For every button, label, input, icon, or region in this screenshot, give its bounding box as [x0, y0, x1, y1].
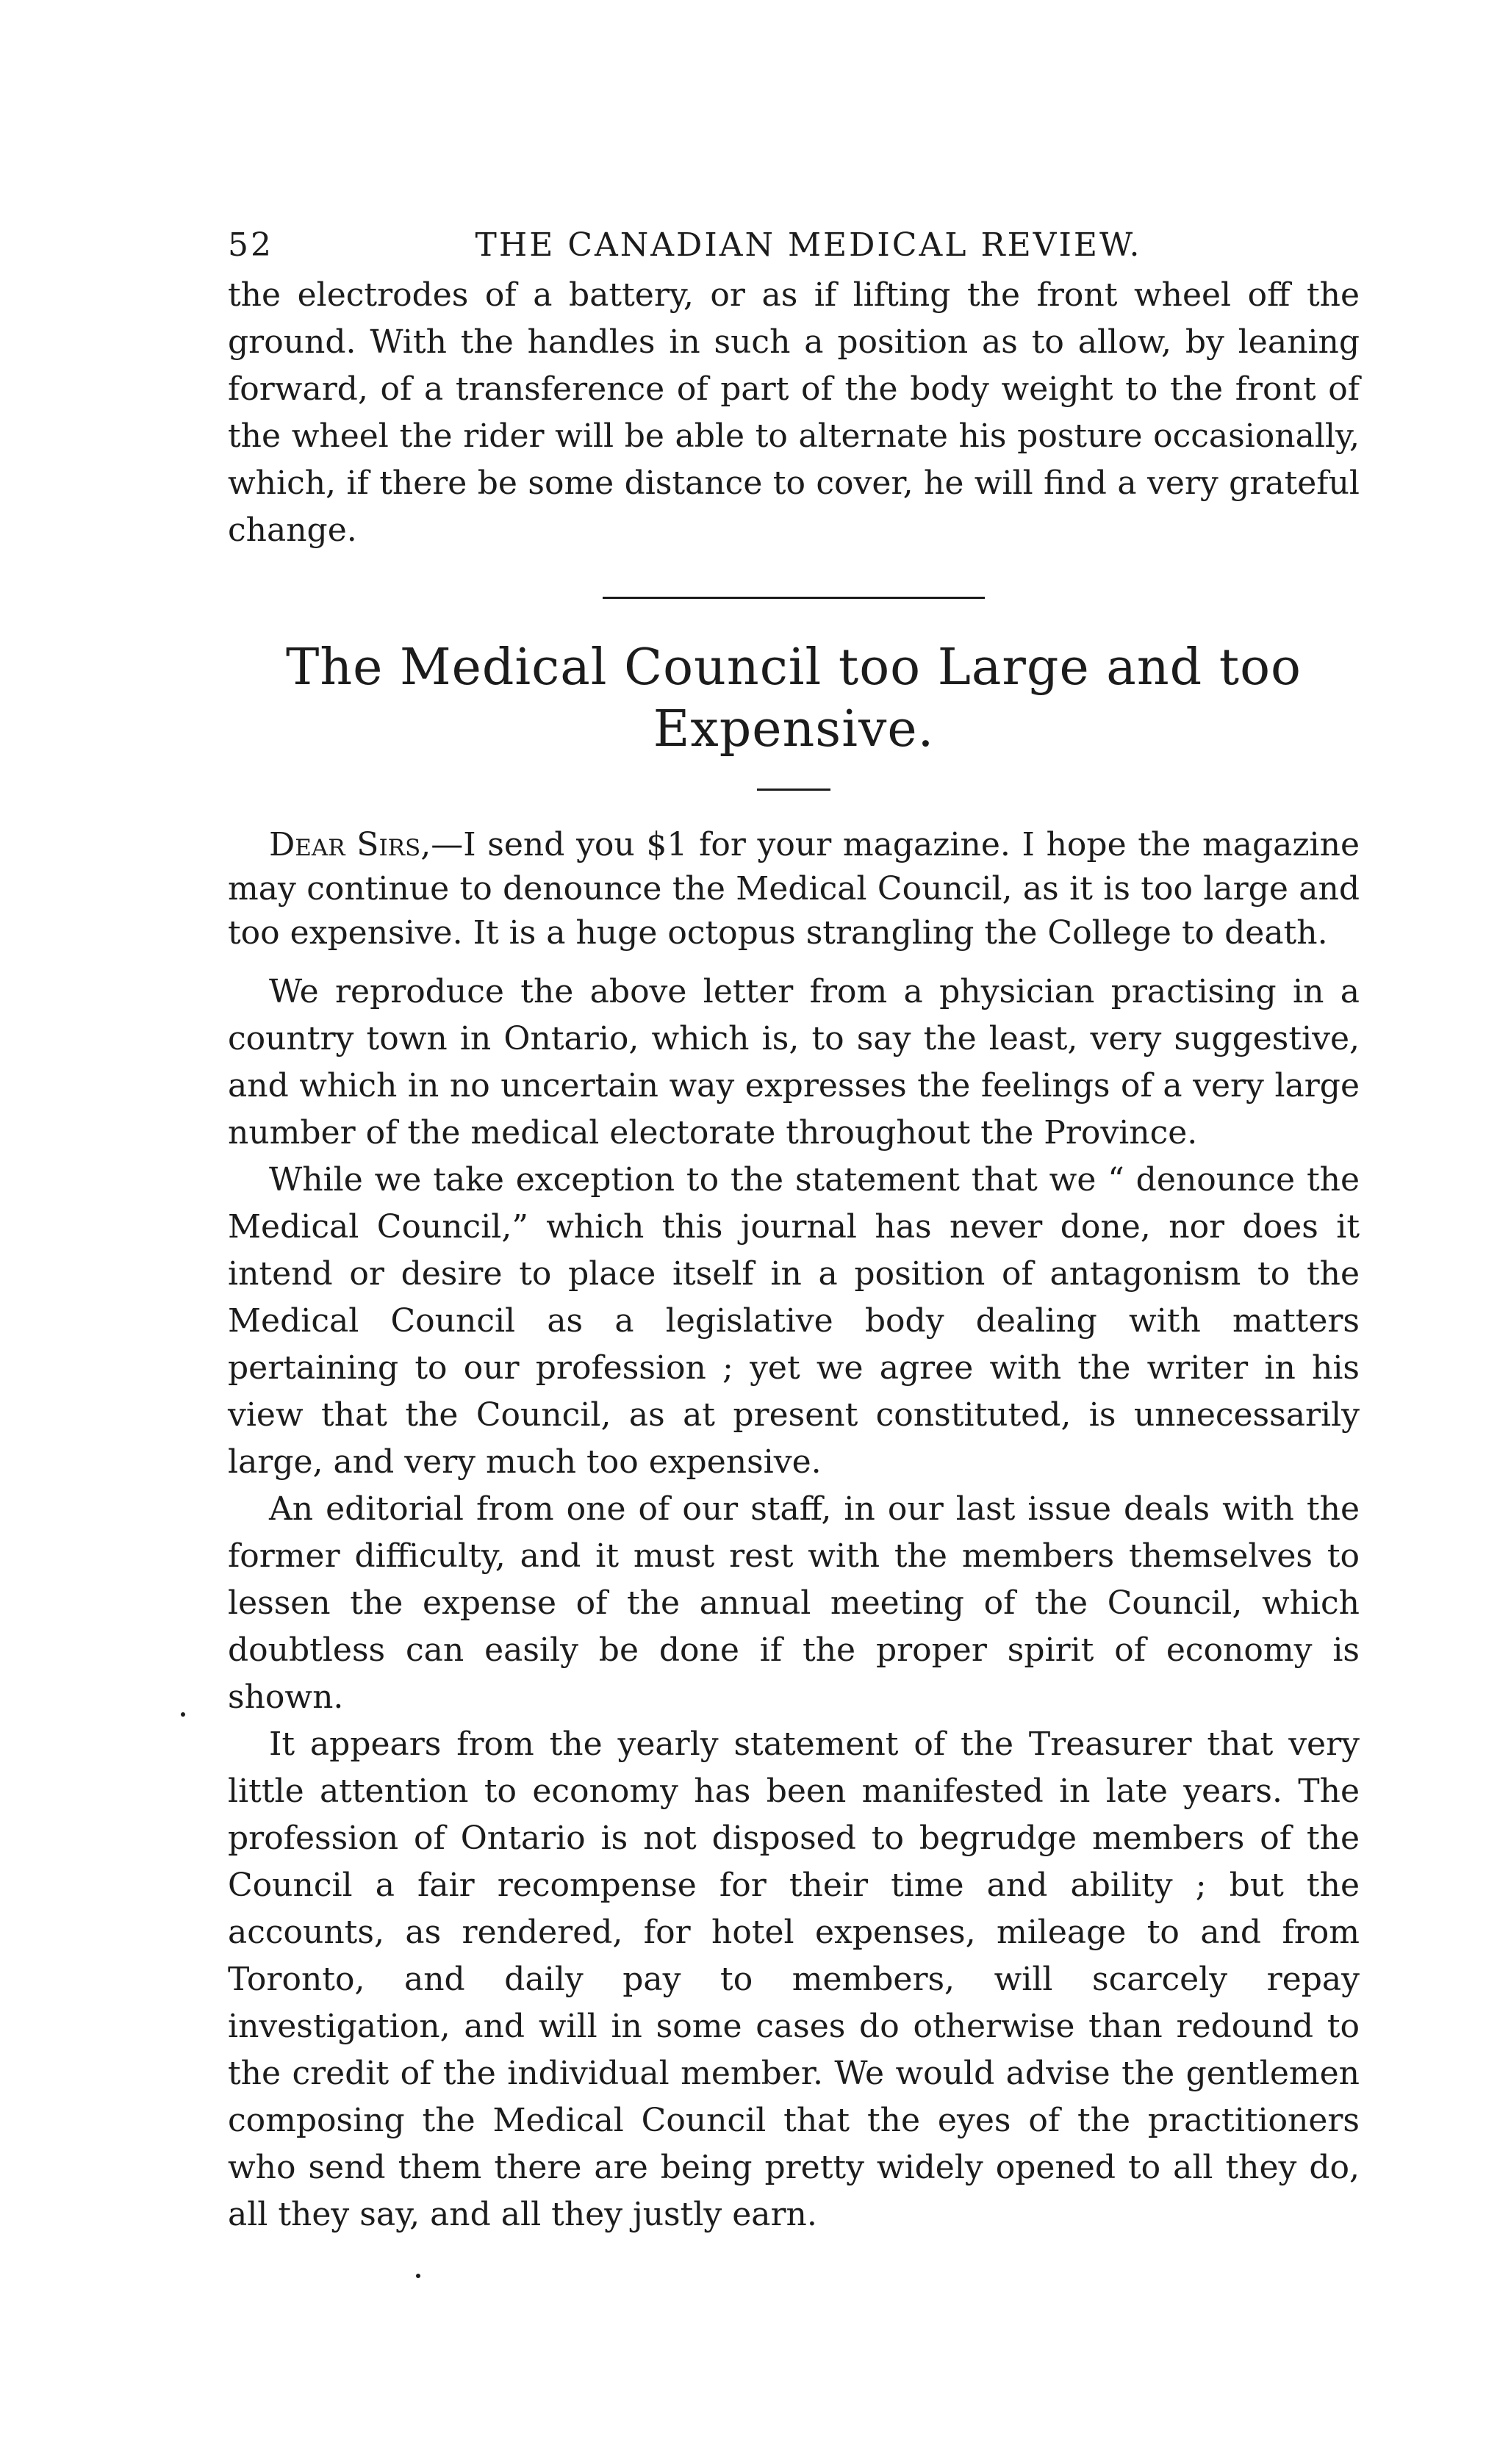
page-number: 52 — [228, 226, 273, 264]
ink-speck — [181, 1712, 185, 1717]
ink-speck — [416, 2274, 420, 2278]
continued-paragraph: the electrodes of a battery, or as if lifting the front wheel off the ground. With the handles in such a position as to allow, by leaning forward, of a transference of part of the body weight to the front of the wheel the rider will be able to alternate his posture occasionally, which, if there be some distance to cover, he will find a very grateful change. — [228, 276, 1360, 549]
letter-salutation: Dear Sirs, — [269, 826, 431, 863]
section-divider — [603, 597, 985, 599]
title-divider — [757, 789, 830, 791]
journal-title: THE CANADIAN MEDICAL REVIEW. — [475, 226, 1142, 264]
article-title: The Medical Council too Large and too Expensive. — [286, 639, 1302, 758]
page — [228, 220, 1360, 2238]
article-paragraph: We reproduce the above letter from a physician practising in a country town in Ontario, which is, to say the least, very suggestive, and which in no uncertain way expresses the feelings of a very large number of the medical electorate throughout the Province. — [228, 973, 1360, 1152]
running-head — [228, 220, 1360, 272]
letter-body: —I send you $1 for your magazine. I hope the magazine may continue to denounce the Medical Council, as it is too large and too expensive. It is a huge octopus strangling the College to death. — [228, 826, 1360, 952]
article-paragraph: It appears from the yearly statement of the Treasurer that very little attention to economy has been manifested in late years. The profession of Ontario is not disposed to begrudge members of the Council a fair recompense for their time and ability ; but the accounts, as rendered, for hotel expenses, mileage to and from Toronto, and daily pay to members, will scarcely repay investigation, and will in some cases do otherwise than redound to the credit of the individual member. We would advise the gentlemen composing the Medical Council that the eyes of the practitioners who send them there are being pretty widely opened to all they do, all they say, and all they justly earn. — [228, 1725, 1360, 2233]
reader-letter — [228, 823, 1360, 955]
article-paragraph: An editorial from one of our staff, in our last issue deals with the former difficulty, and it must rest with the members themselves to lessen the expense of the annual meeting of the Council, which doubtless can easily be done if the proper spirit of economy is shown. — [228, 1490, 1360, 1716]
article-paragraph: While we take exception to the statement that we “ denounce the Medical Council,” which this journal has never done, nor does it intend or desire to place itself in a position of antagonism to the Medical Council as a legislative body dealing with matters pertaining to our profession ; yet we agree with the writer in his view that the Council, as at present constituted, is unnecessarily large, and very much too expensive. — [228, 1161, 1360, 1481]
